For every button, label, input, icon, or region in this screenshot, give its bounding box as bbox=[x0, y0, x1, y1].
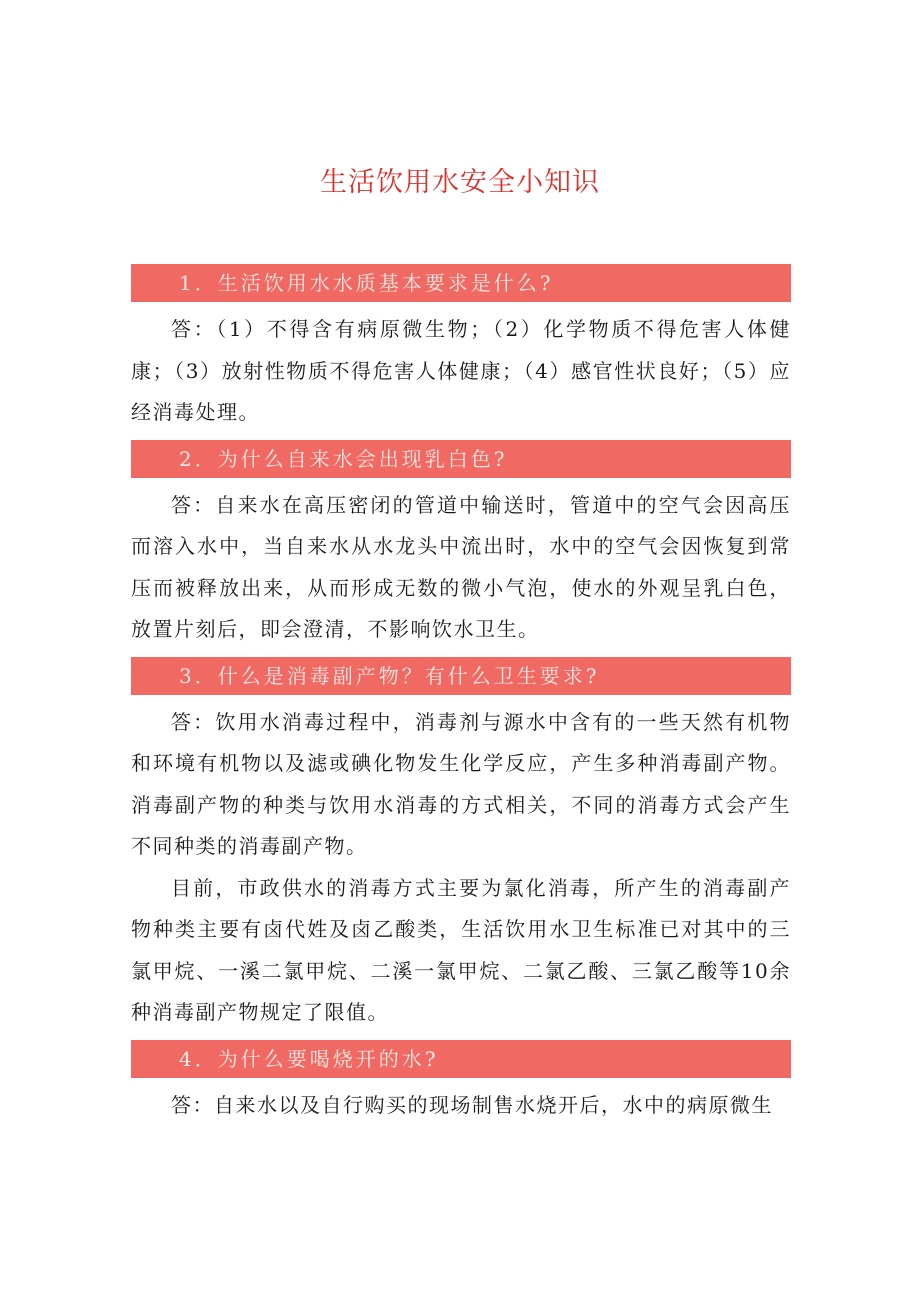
answer-paragraph: 答：（1）不得含有病原微生物；（2）化学物质不得危害人体健康；（3）放射性物质不得危害人体健康；（4）感官性状良好；（5）应经消毒处理。 bbox=[131, 317, 791, 424]
document-content bbox=[131, 264, 791, 1132]
qa-section-4 bbox=[131, 1040, 791, 1133]
question-heading-4: 4．为什么要喝烧开的水? bbox=[131, 1040, 791, 1078]
qa-section-2 bbox=[131, 440, 791, 657]
document-title: 生活饮用水安全小知识 bbox=[320, 167, 600, 198]
answer-block-4 bbox=[131, 1078, 791, 1133]
answer-block-3 bbox=[131, 695, 791, 1040]
answer-block-1 bbox=[131, 302, 791, 440]
answer-paragraph: 答：自来水在高压密闭的管道中输送时，管道中的空气会因高压而溶入水中，当自来水从水龙头中流出时，水中的空气会因恢复到常压而被释放出来，从而形成无数的微小气泡，使水的外观呈乳白色，放置片刻后，即会澄清，不影响饮水卫生。 bbox=[131, 492, 791, 641]
question-heading-3: 3．什么是消毒副产物？有什么卫生要求? bbox=[131, 657, 791, 695]
question-heading-2: 2．为什么自来水会出现乳白色? bbox=[131, 440, 791, 478]
answer-block-2 bbox=[131, 478, 791, 657]
qa-section-1 bbox=[131, 264, 791, 440]
answer-paragraph: 答：自来水以及自行购买的现场制售水烧开后，水中的病原微生 bbox=[171, 1092, 773, 1117]
answer-paragraph: 目前，市政供水的消毒方式主要为氯化消毒，所产生的消毒副产物种类主要有卤代姓及卤乙酸类，生活饮用水卫生标准已对其中的三氯甲烷、一溪二氯甲烷、二溪一氯甲烷、二氯乙酸、三氯乙酸等10余种消毒副产物规定了限值。 bbox=[131, 875, 791, 1024]
answer-paragraph: 答：饮用水消毒过程中，消毒剂与源水中含有的一些天然有机物和环境有机物以及滤或碘化物发生化学反应，产生多种消毒副产物。消毒副产物的种类与饮用水消毒的方式相关，不同的消毒方式会产生不同种类的消毒副产物。 bbox=[131, 709, 791, 858]
question-heading-1: 1．生活饮用水水质基本要求是什么? bbox=[131, 264, 791, 302]
qa-section-3 bbox=[131, 657, 791, 1040]
